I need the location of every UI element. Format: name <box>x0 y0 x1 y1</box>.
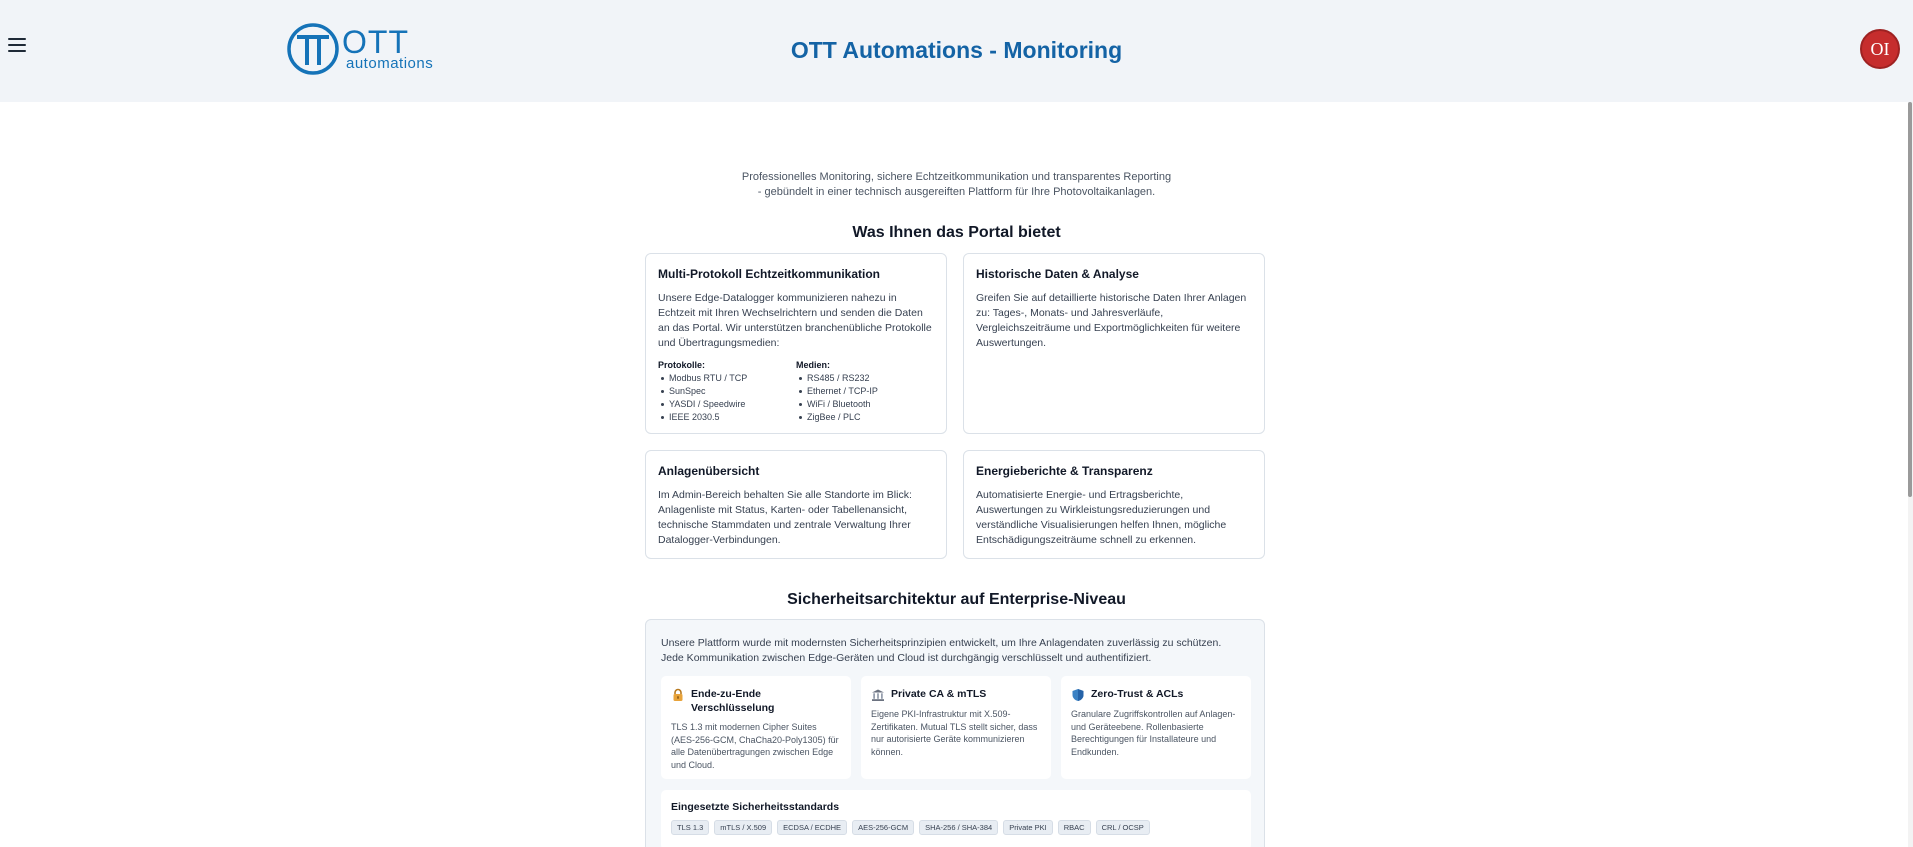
security-feature-private-ca <box>861 676 1051 779</box>
scrollbar-thumb[interactable] <box>1908 102 1912 497</box>
standard-chip: ECDSA / ECDHE <box>777 820 847 835</box>
features-section-title: Was Ihnen das Portal bietet <box>852 224 1061 241</box>
standard-chip: RBAC <box>1058 820 1091 835</box>
feature-card-historical-data <box>963 253 1265 434</box>
list-item: SunSpec <box>658 385 796 398</box>
standard-chip: CRL / OCSP <box>1096 820 1150 835</box>
feature-text: Eigene PKI-Infrastruktur mit X.509-Zertifikaten. Mutual TLS stellt sicher, dass nur autorisierte Geräte kommunizieren können. <box>871 709 1038 757</box>
media-list <box>796 359 934 424</box>
list-item: YASDI / Speedwire <box>658 398 796 411</box>
feature-card-plant-overview <box>645 450 947 559</box>
list-item: Modbus RTU / TCP <box>658 372 796 385</box>
security-feature-encryption <box>661 676 851 779</box>
intro-line-1: Professionelles Monitoring, sichere Echtzeitkommunikation und transparentes Reporting <box>741 171 1172 183</box>
standard-chip: mTLS / X.509 <box>714 820 772 835</box>
list-item: ZigBee / PLC <box>796 411 934 424</box>
feature-title: Ende-zu-Ende Verschlüsselung <box>691 688 775 714</box>
card-text: Automatisierte Energie- und Ertragsberichte, Auswertungen zu Wirkleistungsreduzierungen und verständliche Visualisierungen helfen Ihnen, mögliche Entschädigungszeiträume schnell zu erkennen. <box>976 489 1227 546</box>
standards-chip-list <box>671 820 1241 835</box>
media-label: Medien: <box>796 360 831 370</box>
bank-icon <box>871 688 885 702</box>
card-text: Unsere Edge-Datalogger kommunizieren nahezu in Echtzeit mit Ihren Wechselrichtern und senden die Daten an das Portal. Wir unterstützen branchenübliche Protokolle und Übertragungsmedien: <box>658 292 932 349</box>
standard-chip: TLS 1.3 <box>671 820 709 835</box>
security-panel <box>645 619 1265 847</box>
card-text: Greifen Sie auf detaillierte historische Daten Ihrer Anlagen zu: Tages-, Monats- und Jahresverläufe, Vergleichszeiträume und Exportmöglichkeiten für weitere Auswertungen. <box>976 292 1247 349</box>
security-intro-line-2: Jede Kommunikation zwischen Edge-Geräten und Cloud ist durchgängig verschlüsselt und authentifiziert. <box>661 652 1152 664</box>
security-feature-zero-trust <box>1061 676 1251 779</box>
app-header <box>0 0 1913 102</box>
feature-card-energy-reports <box>963 450 1265 559</box>
standard-chip: SHA-256 / SHA-384 <box>919 820 998 835</box>
feature-card-multi-protocol <box>645 253 947 434</box>
protocol-media-lists <box>658 359 934 424</box>
page-scrollbar[interactable] <box>1908 102 1913 847</box>
logo-subtitle: automations <box>346 55 434 72</box>
intro-line-2: - gebündelt in einer technisch ausgereiften Plattform für Ihre Photovoltaikanlagen. <box>757 186 1156 198</box>
standard-chip: Private PKI <box>1003 820 1053 835</box>
logo-wordmark: OTT <box>342 24 409 60</box>
feature-text: Granulare Zugriffskontrollen auf Anlagen- und Geräteebene. Rollenbasierte Berechtigungen für Installateure und Endkunden. <box>1071 709 1236 757</box>
security-intro-line-1: Unsere Plattform wurde mit modernsten Sicherheitsprinzipien entwickelt, um Ihre Anlagendaten zuverlässig zu schützen. <box>661 637 1222 649</box>
list-item: Ethernet / TCP-IP <box>796 385 934 398</box>
card-text: Im Admin-Bereich behalten Sie alle Standorte im Blick: Anlagenliste mit Status, Karten- oder Tabellenansicht, technische Stammdaten und zentrale Verwaltung Ihrer Datalogger-Verbindungen. <box>658 489 912 546</box>
security-intro <box>661 636 1251 666</box>
user-avatar[interactable]: OI <box>1860 29 1900 69</box>
feature-title: Zero-Trust & ACLs <box>1091 688 1184 700</box>
intro-text <box>0 170 1913 200</box>
feature-title: Private CA & mTLS <box>891 688 987 700</box>
feature-text: TLS 1.3 mit modernen Cipher Suites (AES-256-GCM, ChaCha20-Poly1305) für alle Datenübertragungen zwischen Edge und Cloud. <box>671 722 839 770</box>
shield-icon <box>1071 688 1085 702</box>
standards-title: Eingesetzte Sicherheitsstandards <box>671 801 840 813</box>
card-title: Historische Daten & Analyse <box>976 267 1139 281</box>
list-item: IEEE 2030.5 <box>658 411 796 424</box>
list-item: WiFi / Bluetooth <box>796 398 934 411</box>
protocols-label: Protokolle: <box>658 360 706 370</box>
app-title: OTT Automations - Monitoring <box>790 37 1123 63</box>
standard-chip: AES-256-GCM <box>852 820 914 835</box>
list-item: RS485 / RS232 <box>796 372 934 385</box>
lock-icon <box>671 688 685 702</box>
security-standards <box>661 790 1251 847</box>
protocols-list <box>658 359 796 424</box>
card-title: Energieberichte & Transparenz <box>976 464 1153 478</box>
card-title: Multi-Protokoll Echtzeitkommunikation <box>658 267 881 281</box>
security-section-title: Sicherheitsarchitektur auf Enterprise-Niveau <box>787 591 1126 608</box>
card-title: Anlagenübersicht <box>658 464 760 478</box>
